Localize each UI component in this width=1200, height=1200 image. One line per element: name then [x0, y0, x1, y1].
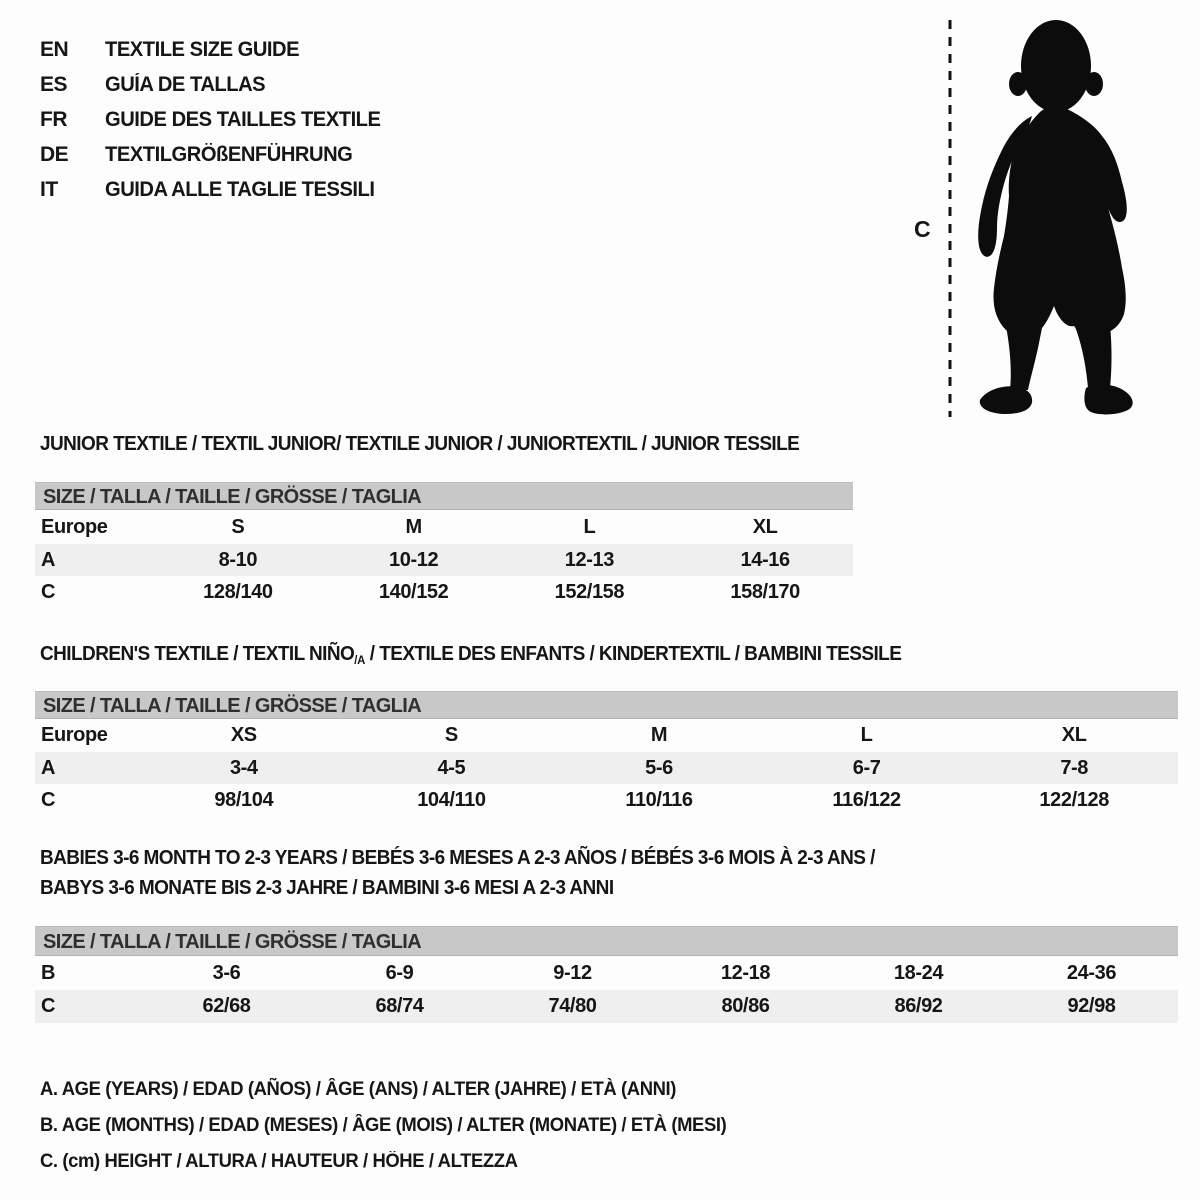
language-row-de [40, 137, 392, 172]
height-value: 80/86 [721, 995, 770, 1017]
legend-line-a [40, 1072, 748, 1108]
age-value: 10-12 [389, 548, 439, 571]
language-code: FR [40, 107, 67, 131]
language-code: EN [40, 37, 69, 61]
language-title-list [40, 32, 392, 207]
children-title-subscript: /A [354, 653, 366, 667]
language-row-fr [40, 102, 392, 137]
language-code: ES [40, 72, 68, 96]
height-value: 104/110 [417, 788, 486, 811]
legend-text-b: B. AGE (MONTHS) / EDAD (MESES) / ÂGE (MOIS) / ALTER (MONATE) / ETÀ (MESI) [40, 1115, 727, 1136]
junior-age-row [35, 544, 853, 576]
height-value: 92/98 [1067, 995, 1116, 1017]
junior-height-row [35, 576, 853, 608]
children-age-row [35, 752, 1178, 784]
row-label: B [41, 961, 56, 984]
language-code: IT [40, 177, 58, 201]
column-header: M [405, 515, 422, 538]
months-value: 24-36 [1066, 961, 1117, 984]
age-value: 8-10 [218, 548, 258, 571]
height-value: 122/128 [1039, 788, 1109, 811]
children-section-title [40, 643, 901, 666]
age-value: 3-4 [229, 756, 258, 779]
size-header-bar: SIZE / TALLA / TAILLE / GRÖSSE / TAGLIA [35, 926, 1178, 956]
height-value: 128/140 [203, 580, 273, 603]
height-measure-label: C [914, 216, 931, 242]
guide-title-fr: GUIDE DES TAILLES TEXTILE [105, 107, 381, 131]
age-value: 12-13 [564, 548, 614, 571]
children-height-row [35, 784, 1178, 816]
guide-title-es: GUÍA DE TALLAS [105, 72, 266, 96]
column-header: L [583, 515, 596, 538]
height-value: 116/122 [832, 788, 901, 811]
row-label: C [41, 580, 56, 603]
height-value: 158/170 [730, 580, 800, 603]
column-header: Europe [41, 515, 108, 538]
junior-section-title: JUNIOR TEXTILE / TEXTIL JUNIOR/ TEXTILE JUNIOR / JUNIORTEXTIL / JUNIOR TESSILE [40, 433, 800, 455]
row-label: A [41, 548, 56, 571]
height-value: 98/104 [214, 788, 274, 811]
column-header: Europe [41, 724, 108, 746]
size-header-bar: SIZE / TALLA / TAILLE / GRÖSSE / TAGLIA [35, 691, 1178, 719]
legend-line-c [40, 1144, 748, 1180]
language-row-es [40, 67, 392, 102]
guide-title-it: GUIDA ALLE TAGLIE TESSILI [105, 177, 375, 201]
guide-title-de: TEXTILGRÖßENFÜHRUNG [105, 142, 353, 166]
age-value: 14-16 [740, 548, 790, 571]
babies-size-table [35, 926, 1178, 1023]
language-code: DE [40, 142, 69, 166]
babies-months-row [35, 956, 1178, 990]
junior-columns-row [35, 510, 853, 544]
legend-text-a: A. AGE (YEARS) / EDAD (AÑOS) / ÂGE (ANS) / ALTER (JAHRE) / ETÀ (ANNI) [40, 1079, 677, 1100]
column-header: M [650, 724, 668, 746]
children-title-rest: / TEXTILE DES ENFANTS / KINDERTEXTIL / BAMBINI TESSILE [365, 643, 902, 665]
size-header-bar: SIZE / TALLA / TAILLE / GRÖSSE / TAGLIA [35, 482, 853, 510]
height-value: 152/158 [554, 580, 625, 603]
height-value: 68/74 [375, 995, 424, 1017]
height-value: 62/68 [202, 995, 251, 1017]
column-header: XL [1061, 724, 1087, 746]
babies-section-title-line2: BABYS 3-6 MONATE BIS 2-3 JAHRE / BAMBINI 3-6 MESI A 2-3 ANNI [40, 877, 614, 899]
column-header: XS [230, 724, 257, 746]
row-label: C [41, 788, 56, 811]
age-value: 4-5 [437, 756, 466, 779]
months-value: 12-18 [720, 961, 771, 984]
age-value: 6-7 [852, 756, 881, 779]
legend-text-c: C. (cm) HEIGHT / ALTURA / HAUTEUR / HÖHE / ALTEZZA [40, 1151, 518, 1172]
children-title-main: CHILDREN'S TEXTILE / TEXTIL NIÑO [40, 643, 355, 665]
column-header: S [444, 724, 458, 746]
baby-silhouette-icon [978, 20, 1132, 414]
column-header: XL [752, 515, 778, 538]
column-header: S [231, 515, 245, 538]
row-label: C [41, 995, 56, 1017]
column-header: L [860, 724, 873, 746]
height-value: 140/152 [378, 580, 449, 603]
age-value: 5-6 [645, 756, 673, 779]
months-value: 6-9 [385, 961, 414, 984]
age-value: 7-8 [1060, 756, 1089, 779]
height-value: 86/92 [894, 995, 943, 1017]
baby-figure-graphic [900, 15, 1150, 425]
months-value: 9-12 [553, 961, 592, 984]
height-value: 110/116 [625, 788, 693, 811]
legend-line-b [40, 1108, 748, 1144]
babies-height-row [35, 990, 1178, 1023]
months-value: 18-24 [893, 961, 944, 984]
language-row-en [40, 32, 392, 67]
babies-section-title-line1: BABIES 3-6 MONTH TO 2-3 YEARS / BEBÉS 3-6 MESES A 2-3 AÑOS / BÉBÉS 3-6 MOIS À 2-3 ANS / [40, 847, 875, 869]
junior-size-table [35, 482, 853, 608]
children-size-table [35, 691, 1178, 816]
children-columns-row [35, 719, 1178, 752]
language-row-it [40, 172, 392, 207]
row-label: A [41, 756, 56, 779]
measurement-legend [40, 1072, 748, 1180]
months-value: 3-6 [212, 961, 241, 984]
guide-title-en: TEXTILE SIZE GUIDE [105, 37, 300, 61]
height-value: 74/80 [548, 995, 597, 1017]
